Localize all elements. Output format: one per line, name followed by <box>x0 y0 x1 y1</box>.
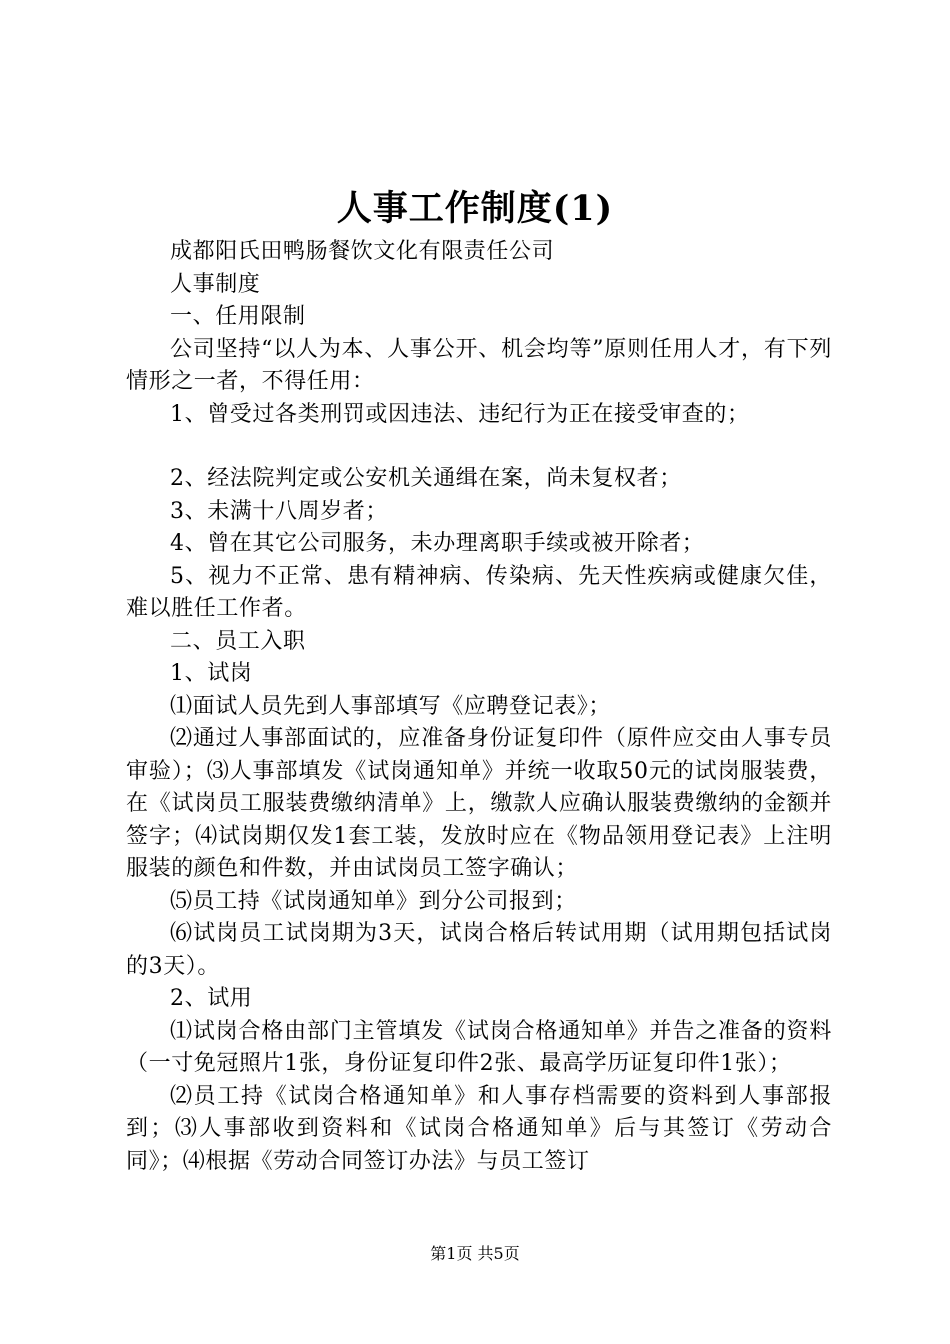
section-heading: 二、员工入职 <box>170 628 306 654</box>
company-name: 成都阳氏田鸭肠餐饮文化有限责任公司 <box>170 239 555 264</box>
section-heading: 人事制度 <box>170 271 261 297</box>
list-item: ⑵通过人事部面试的，应准备身份证复印件（原件应交由人事专员审验）；⑶人事部填发《试岗通知单》并统一收取50元的试岗服装费，在《试岗员工服装费缴纳清单》上，缴款人应确认服装费缴纳的金额并签字；⑷试岗期仅发1套工装，发放时应在《物品领用登记表》上注明服装的颜色和件数，并由试岗员工签字确认； <box>126 726 832 881</box>
list-item: ⑹试岗员工试岗期为3天，试岗合格后转试用期（试用期包括试岗的3天）。 <box>126 921 832 979</box>
list-item: ⑵员工持《试岗合格通知单》和人事存档需要的资料到人事部报到；⑶人事部收到资料和《试岗合格通知单》后与其签订《劳动合同》；⑷根据《劳动合同签订办法》与员工签订 <box>126 1083 832 1174</box>
list-item: 4、曾在其它公司服务，未办理离职手续或被开除者； <box>170 531 705 556</box>
subsection-heading: 1、试岗 <box>170 661 253 686</box>
document-body <box>126 236 832 1178</box>
list-item: 5、视力不正常、患有精神病、传染病、先天性疾病或健康欠佳，难以胜任工作者。 <box>126 563 832 621</box>
list-item: ⑸员工持《试岗通知单》到分公司报到； <box>170 888 577 914</box>
paragraph: 公司坚持“以人为本、人事公开、机会均等”原则任用人才，有下列情形之一者，不得任用： <box>126 336 832 394</box>
list-item: ⑴面试人员先到人事部填写《应聘登记表》； <box>170 693 612 719</box>
subsection-heading: 2、试用 <box>170 986 253 1011</box>
page-footer: 第1页 共5页 <box>430 1244 520 1263</box>
list-item: 1、曾受过各类刑罚或因违法、违纪行为正在接受审查的； <box>170 401 750 427</box>
list-item: 3、未满十八周岁者； <box>170 498 388 524</box>
list-item: ⑴试岗合格由部门主管填发《试岗合格通知单》并告之准备的资料（一寸免冠照片1张，身份证复印件2张、最高学历证复印件1张）； <box>126 1018 832 1076</box>
document-title: 人事工作制度(1) <box>336 188 614 229</box>
section-heading: 一、任用限制 <box>170 304 306 329</box>
list-item: 2、经法院判定或公安机关通缉在案，尚未复权者； <box>170 466 682 491</box>
blank-line <box>126 431 832 463</box>
